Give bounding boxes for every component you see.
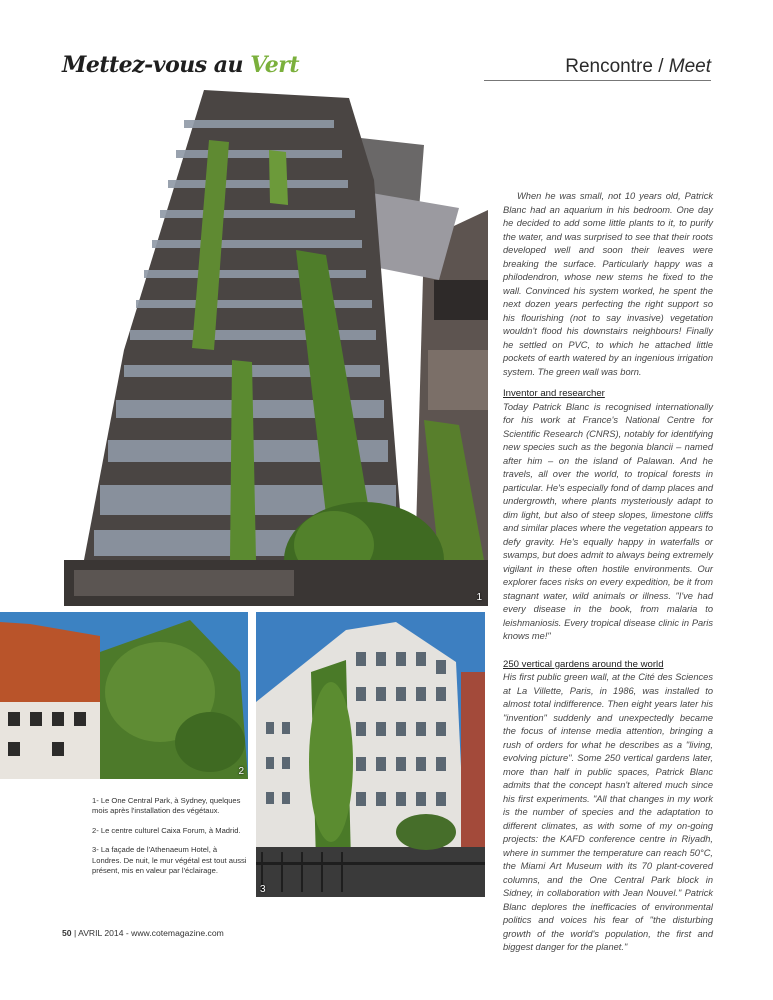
photo-number-2: 2: [238, 766, 244, 777]
article-body: [503, 190, 713, 955]
page-footer: [62, 928, 224, 938]
footer-date-site: AVRIL 2014 - www.cotemagazine.com: [78, 928, 224, 938]
heading-vertical-gardens: 250 vertical gardens around the world: [503, 658, 664, 670]
photo-one-central-park: [64, 90, 488, 606]
rubric-separator: /: [658, 56, 664, 77]
caption-2: 2- Le centre culturel Caixa Forum, à Madrid.: [92, 825, 241, 835]
section-title-accent: Vert: [250, 52, 300, 78]
photo-number-3: 3: [260, 884, 266, 895]
heading-inventor-researcher: Inventor and researcher: [503, 388, 605, 399]
rubric-fr: Rencontre: [565, 56, 653, 77]
rubric-en: Meet: [668, 56, 711, 77]
header-divider: [484, 80, 711, 81]
footer-separator: |: [73, 928, 77, 938]
photo-caixa-forum: [0, 612, 248, 779]
section-title-main: Mettez-vous au: [62, 52, 244, 78]
article-section-2: His first public green wall, at the Cité des Sciences at La Villette, Paris, in 1986, was installed to almost total indifference. Then eight years later his "invention" suddenly and unexpectedly became the focus of intense media attention, bringing a rush of orders for what he describes as a "living, evolving picture". Some 250 vertical gardens later, more than half in public spaces, Patrick Blanc admits that the concept hasn't altered much since his first experiments. "All that changes in my work is the number of species and the adaptation to different climates, as with some of my on-going projects: the KAFD conference centre in Riyadh, where in summer the temperature can reach 50°C, the Miami Art Museum with its 70 plant-covered columns, and the One Central Park block in Sidney, in collaboration with Jean Nouvel." Patrick Blanc deplores the inefficacies of environmental politics and voices his fear of "the disturbing growth of the world's population, the first and biggest danger for the planet.": [503, 672, 713, 952]
article-section-1: Today Patrick Blanc is recognised internationally for his work at France's National Centre for Scientific Research (CNRS), notably for identifying new species such as the begonia blancii – named after him – on the island of Palawan. And he travels, all over the world, to tropical forests in particular. He's especially fond of damp places and undergrowth, where plants mysteriously adapt to dim light, but also of steep slopes, limestone cliffs and similar places where the vegetation appears to defy gravity. He's equally happy in waterfalls or swamps, but does admit to always being extremely vigilant in these often hostile environments. Our explorer faces risks on every expedition, be it from stagnant water, wild animals or illness. "I've had every disease in the book, from malaria to leishmaniosis. Every tropical disease clinic in Paris knows me!": [503, 401, 713, 641]
caption-1: 1- Le One Central Park, à Sydney, quelques mois après l'installation des végétaux.: [92, 796, 241, 816]
article-intro: When he was small, not 10 years old, Patrick Blanc had an aquarium in his bedroom. One day he decided to add some little plants to it, to purify the water, and was surprised to see that their roots developed well and soon their leaves were breaking the surface. Particularly happy was a philodendron, whose new stems he fixed to the wall. Convinced his system worked, he spent the next dozen years perfecting the right support so his flourishing (not to say invasive) vegetation wouldn't flood his downstairs neighbours! Finally he settled on PVC, to which he attached little pockets of earth watered by an ingenious irrigation system. The green wall was born.: [503, 191, 713, 377]
photo-number-1: 1: [476, 592, 482, 603]
page-number: 50: [62, 928, 72, 938]
caption-3: 3- La façade de l'Athenaeum Hotel, à Londres. De nuit, le mur végétal est tout aussi présent, mis en valeur par l'éclairage.: [92, 845, 247, 876]
photo-captions: [92, 796, 248, 885]
section-title: [62, 52, 299, 78]
rubric: [565, 56, 711, 78]
photo-athenaeum-hotel: [256, 612, 485, 897]
